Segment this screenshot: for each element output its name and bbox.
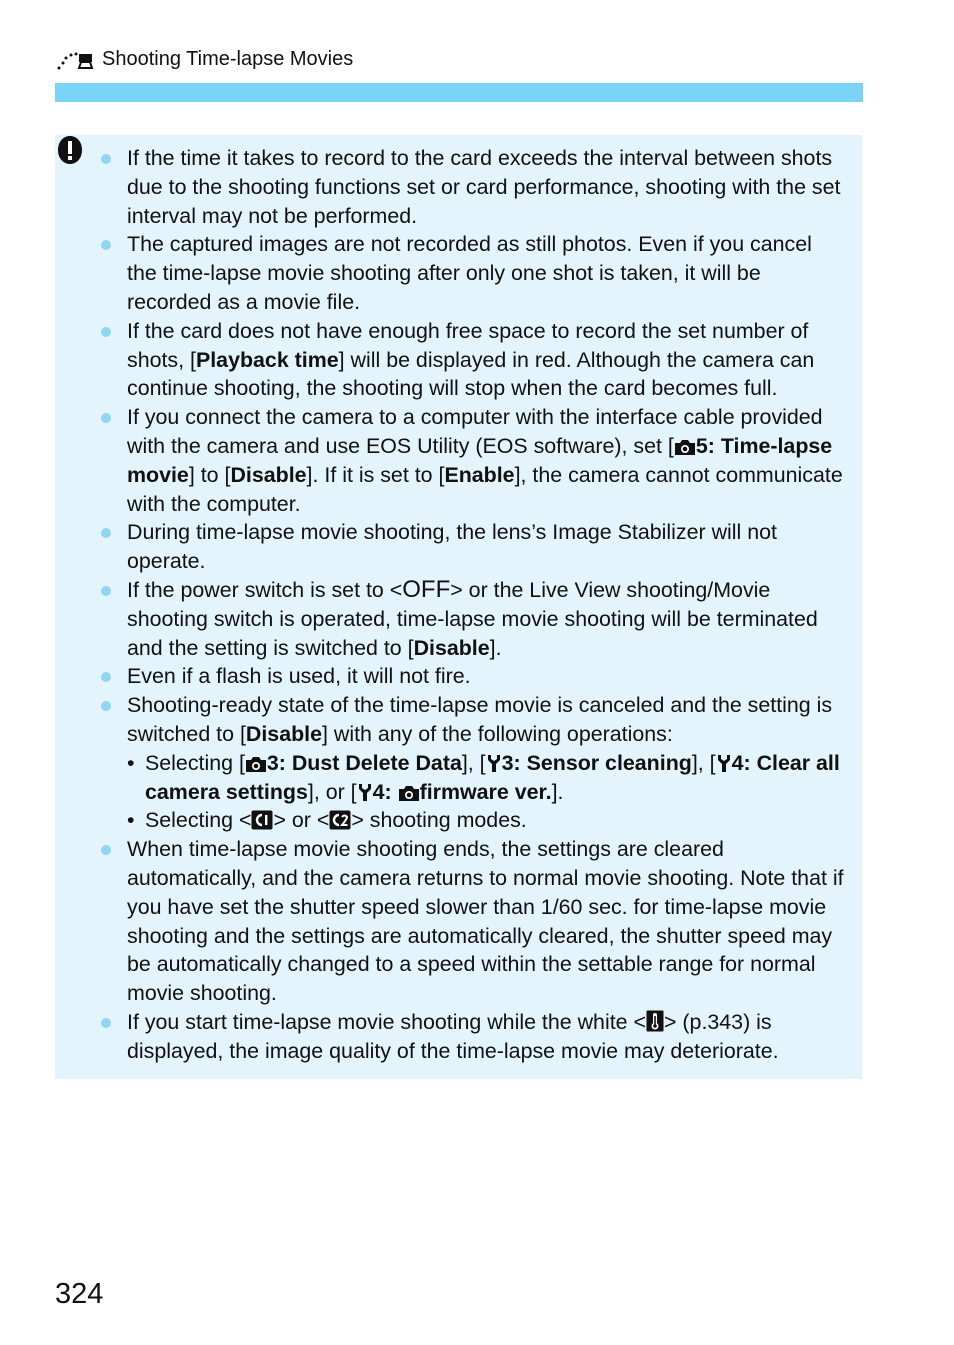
note-item: If you connect the camera to a computer with the interface cable provided with the camera and use EOS Utility (EOS software), set [ 5: Time-lapse movie] to [Disable]. If it is set to [Enable], the camera cannot communicate with the computer.	[101, 403, 846, 518]
caution-notes-list	[101, 144, 846, 1066]
note-item: If the card does not have enough free space to record the set number of shots, [Playback time] will be displayed in red. Although the camera can continue shooting, the shooting will stop when the card becomes full.	[101, 317, 846, 403]
camera-icon	[398, 784, 420, 802]
note-item: If the time it takes to record to the card exceeds the interval between shots due to the shooting functions set or card performance, shooting with the set interval may not be performed.	[101, 144, 846, 230]
page-number: 324	[55, 1278, 104, 1310]
note-item: If you start time-lapse movie shooting while the white < > (p.343) is displayed, the image quality of the time-lapse movie may deteriorate.	[101, 1008, 846, 1066]
temperature-warning-icon	[646, 1010, 664, 1032]
off-switch-symbol: OFF	[402, 575, 451, 603]
wrench-icon	[716, 753, 732, 773]
header-title: Shooting Time-lapse Movies	[102, 48, 354, 70]
wrench-icon	[486, 753, 502, 773]
page-header	[56, 48, 353, 71]
note-item: Shooting-ready state of the time-lapse movie is canceled and the setting is switched to [Disable] with any of the following operations: • Selecting [ 3: Dust Delete Data], [ 3: Sensor cleaning], [ 4: Clear all camera settings], or [ 4: firmware ver.]. • Selecting < > or < > shooting modes.	[101, 691, 846, 835]
caution-exclamation-icon	[55, 135, 85, 165]
note-item: If the power switch is set to <OFF> or the Live View shooting/Movie shooting switch is operated, time-lapse movie shooting will be terminated and the setting is switched to [Disable].	[101, 576, 846, 662]
sub-item: • Selecting [ 3: Dust Delete Data], [ 3: Sensor cleaning], [ 4: Clear all camera settings], or [ 4: firmware ver.].	[127, 749, 846, 807]
header-bar	[55, 83, 863, 102]
wrench-icon	[357, 782, 373, 802]
camera-icon	[674, 438, 696, 456]
caution-box	[55, 135, 862, 1079]
camera-icon	[245, 755, 267, 773]
sub-list	[127, 749, 846, 835]
note-item: The captured images are not recorded as still photos. Even if you cancel the time-lapse movie shooting after only one shot is taken, it will be recorded as a movie file.	[101, 230, 846, 316]
note-item: During time-lapse movie shooting, the lens’s Image Stabilizer will not operate.	[101, 518, 846, 576]
note-item: When time-lapse movie shooting ends, the settings are cleared automatically, and the camera returns to normal movie shooting. Note that if you have set the shutter speed slower than 1/60 sec. for time-lapse movie shooting and the settings are automatically cleared, the shutter speed may be automatically changed to a speed within the settable range for normal movie shooting.	[101, 835, 846, 1008]
sub-item: • Selecting < > or < > shooting modes.	[127, 806, 846, 835]
time-lapse-movie-icon	[56, 49, 96, 71]
note-item: Even if a flash is used, it will not fire.	[101, 662, 846, 691]
custom-mode-c1-icon	[251, 810, 273, 830]
custom-mode-c2-icon	[329, 810, 351, 830]
